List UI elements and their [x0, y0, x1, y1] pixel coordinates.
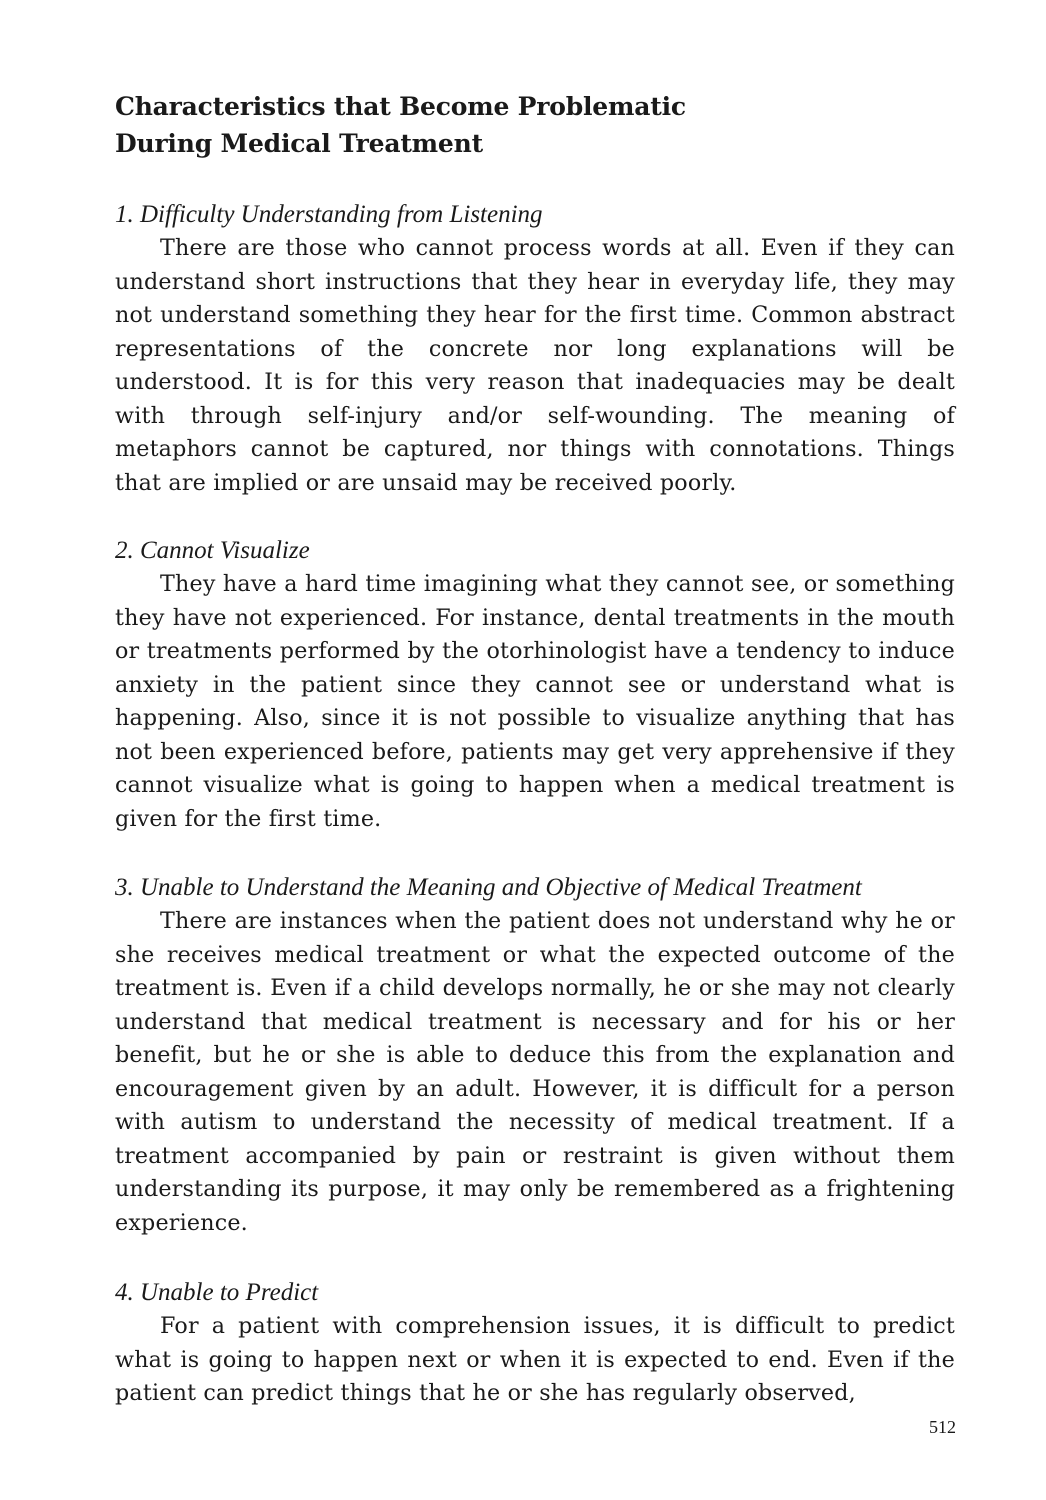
section-body: There are instances when the patient does not understand why he or she receives medical treatment or what the expected outcome of the treatment is. Even if a child develops normally, he or she may not clearly understand that medical treatment is necessary and for his or her benefit, but he or she is able to deduce this from the explanation and encouragement given by an adult. However, it is difficult for a person with autism to understand the necessity of medical treatment. If a treatment accompanied by pain or restraint is given without them understanding its purpose, it may only be remembered as a frightening experience. [115, 908, 955, 1236]
section-title: 2. Cannot Visualize [115, 537, 310, 564]
section-meaning-objective [115, 871, 955, 1240]
heading-line-1: Characteristics that Become Problematic [115, 92, 686, 121]
section-title: 1. Difficulty Understanding from Listening [115, 201, 543, 228]
section-title: 4. Unable to Predict [115, 1279, 319, 1306]
page-heading [115, 88, 955, 162]
section-title: 3. Unable to Understand the Meaning and Objective of Medical Treatment [115, 874, 862, 901]
page-content [115, 88, 955, 1406]
section-cannot-visualize [115, 534, 955, 836]
section-unable-to-predict [115, 1276, 955, 1411]
section-body: They have a hard time imagining what they cannot see, or something they have not experienced. For instance, dental treatments in the mouth or treatments performed by the otorhinologist have a tendency to induce anxiety in the patient since they cannot see or understand what is happening. Also, since it is not possible to visualize anything that has not been experienced before, patients may get very apprehensive if they cannot visualize what is going to happen when a medical treatment is given for the first time. [115, 571, 955, 832]
heading-line-2: During Medical Treatment [115, 129, 483, 158]
section-difficulty-understanding [115, 198, 955, 500]
section-body: There are those who cannot process words at all. Even if they can understand short instructions that they hear in everyday life, they may not understand something they hear for the first time. Common abstract representations of the concrete nor long explanations will be understood. It is for this very reason that inadequacies may be dealt with through self-injury and/or self-wounding. The meaning of metaphors cannot be captured, nor things with connotations. Things that are implied or are unsaid may be received poorly. [115, 235, 955, 496]
page-number: 512 [929, 1417, 956, 1437]
section-body: For a patient with comprehension issues, it is difficult to predict what is going to happen next or when it is expected to end. Even if the patient can predict things that he or she has regularly observed, [115, 1313, 955, 1406]
